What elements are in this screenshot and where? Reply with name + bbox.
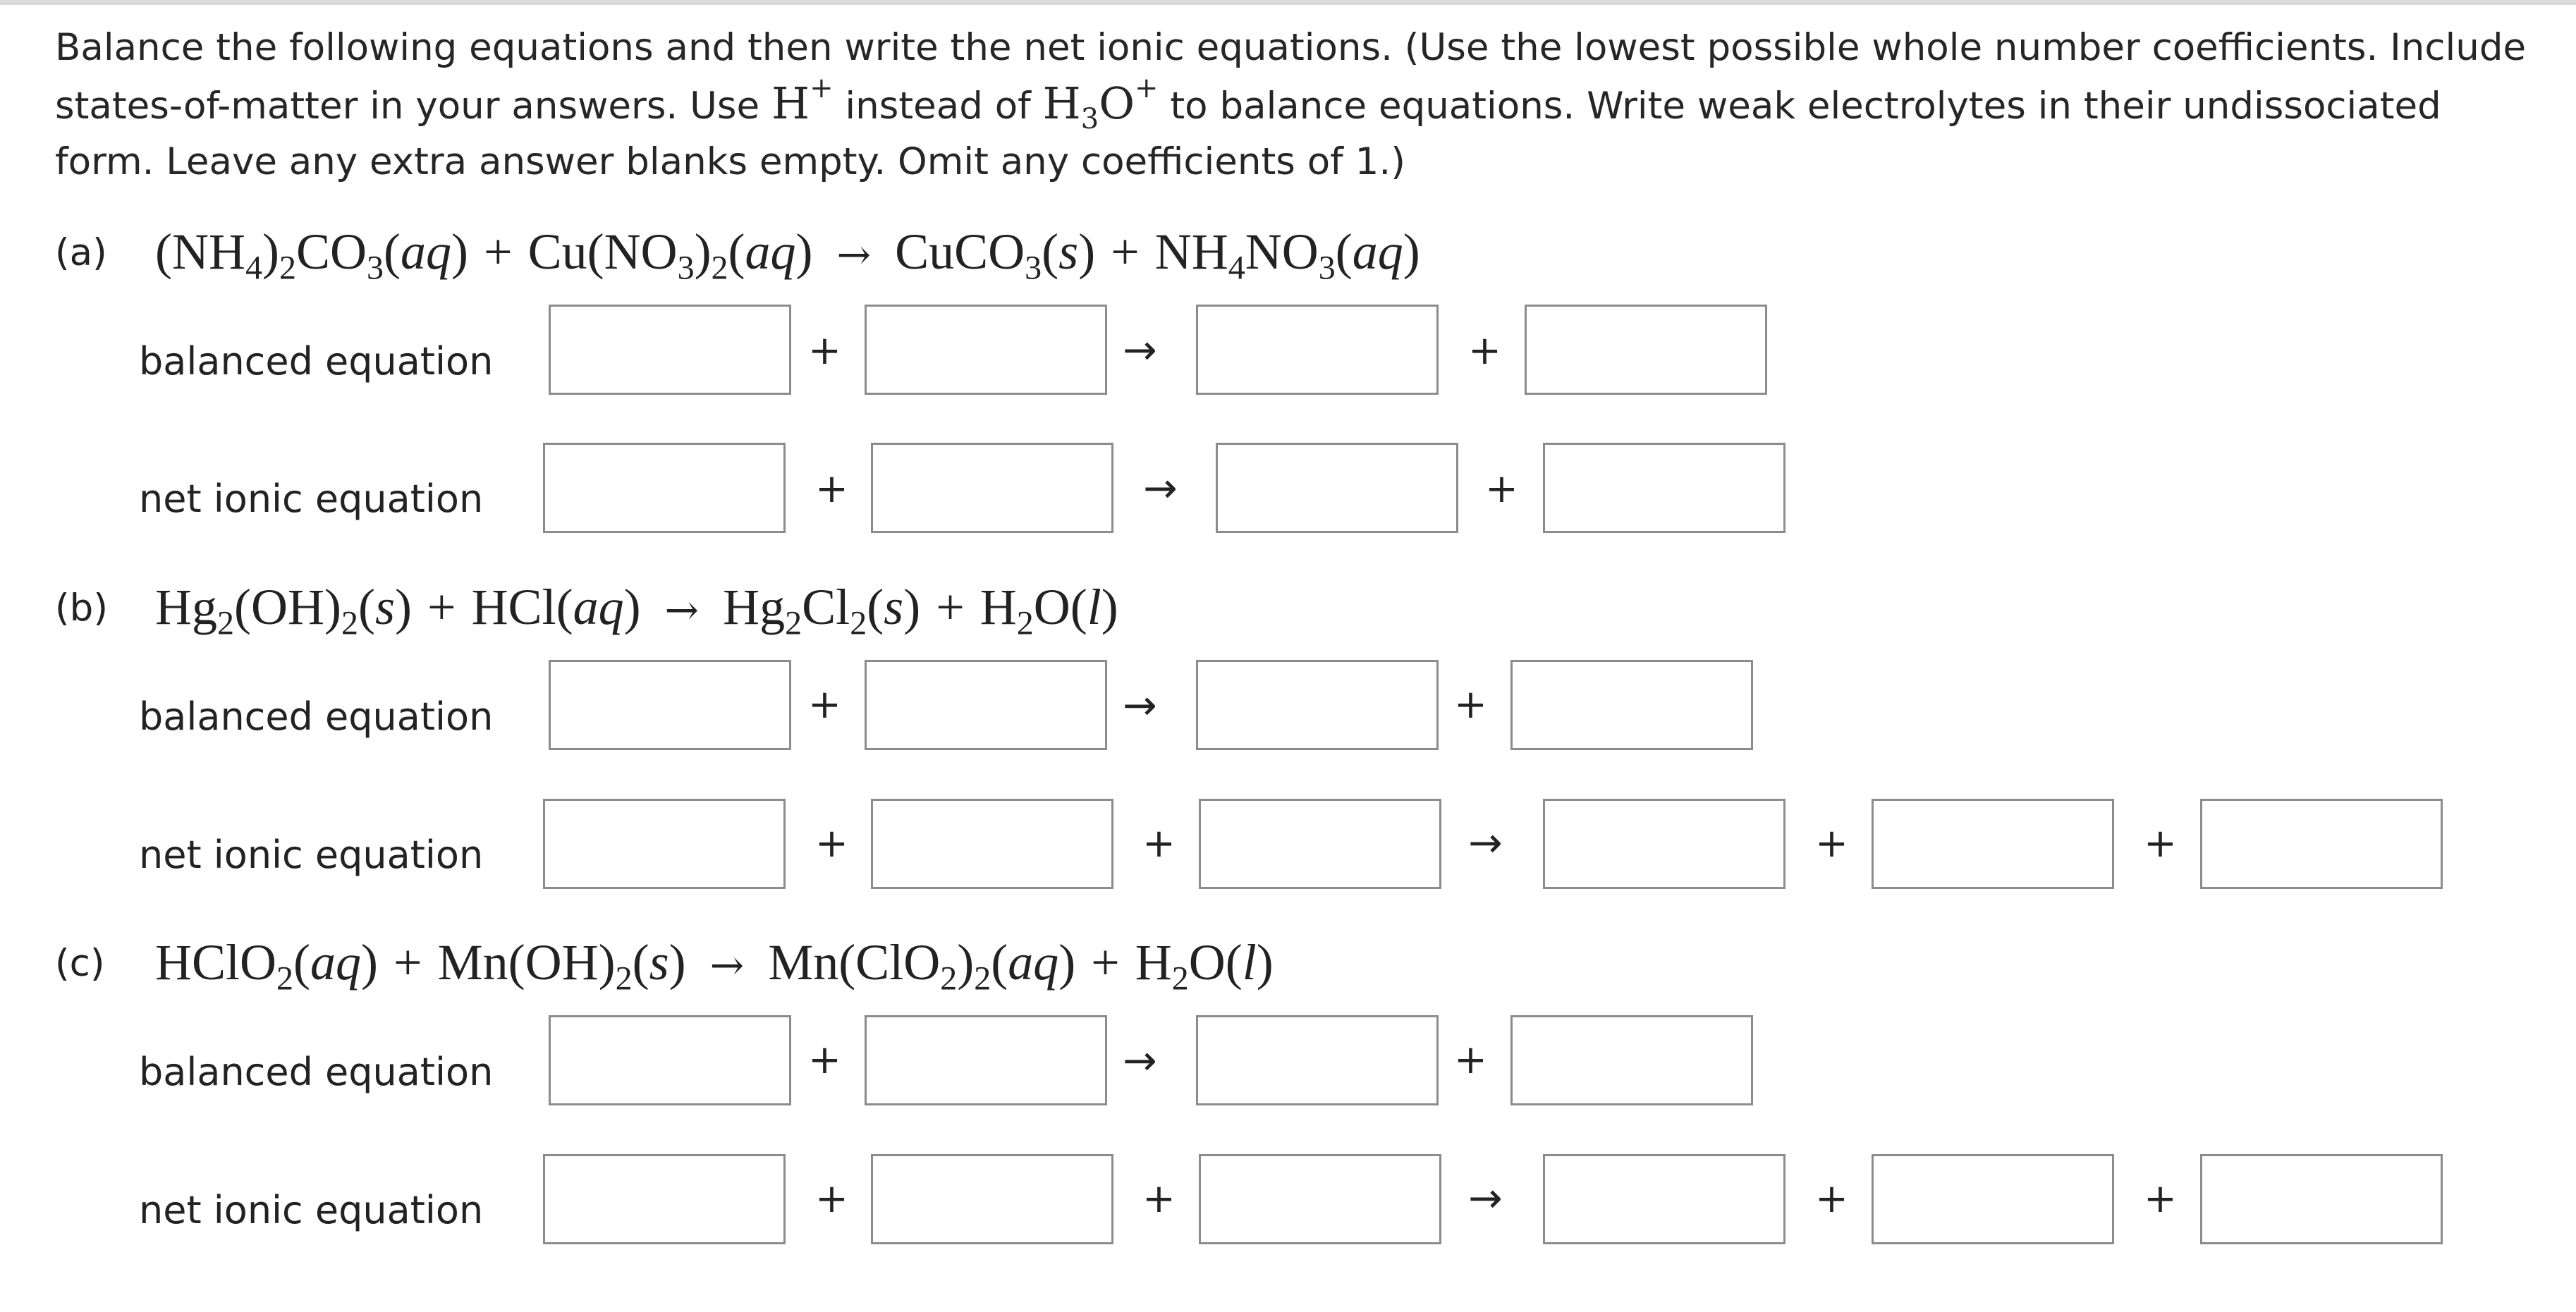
part-c-net-input-6[interactable] xyxy=(2200,1154,2443,1244)
part-b-net-label: net ionic equation xyxy=(139,833,484,877)
plus-sign: + xyxy=(1454,1037,1487,1083)
part-c-net-input-3[interactable] xyxy=(1199,1154,1441,1244)
plus-sign: + xyxy=(1142,821,1176,866)
plus-sign: + xyxy=(1815,1176,1848,1222)
part-c-balanced-input-1[interactable] xyxy=(549,1015,791,1105)
part-a-balanced-input-4[interactable] xyxy=(1525,305,1767,395)
part-c-net-input-2[interactable] xyxy=(871,1154,1113,1244)
part-b-balanced-input-3[interactable] xyxy=(1196,660,1439,750)
part-c-balanced-input-4[interactable] xyxy=(1510,1015,1753,1105)
part-b-header xyxy=(55,575,1118,642)
plus-sign: + xyxy=(1815,821,1848,866)
part-c-balanced-input-2[interactable] xyxy=(865,1015,1107,1105)
plus-sign: + xyxy=(808,1037,841,1083)
part-a-balanced-input-3[interactable] xyxy=(1196,305,1439,395)
part-b-equation: $Hg_2(OH)_2(s) + HCl(aq) \to Hg_2Cl_2(s) + H_2O(l)$ xyxy=(155,579,1118,642)
reaction-arrow-icon: → xyxy=(1143,464,1178,512)
part-a-net-label: net ionic equation xyxy=(139,477,484,521)
part-b-net-input-1[interactable] xyxy=(543,799,786,889)
part-c-balanced-input-3[interactable] xyxy=(1196,1015,1439,1105)
part-c-net-input-5[interactable] xyxy=(1872,1154,2114,1244)
plus-sign: + xyxy=(1142,1176,1176,1222)
part-b-net-input-5[interactable] xyxy=(1872,799,2114,889)
part-b-label: (b) xyxy=(55,587,108,630)
part-a-equation: $(NH_4)_2CO_3(aq) + Cu(NO_3)_2(aq)$ → CuCO$_3$(s) + $NH_4NO_3(aq)$ xyxy=(155,223,1420,287)
part-a-net-input-1[interactable] xyxy=(543,443,786,533)
part-c-label: (c) xyxy=(55,942,105,985)
part-c-header xyxy=(55,931,1274,997)
reaction-arrow-icon: → xyxy=(1123,326,1157,374)
part-a-balanced-input-2[interactable] xyxy=(865,305,1107,395)
part-a-header xyxy=(55,220,1420,286)
part-b-balanced-input-2[interactable] xyxy=(865,660,1107,750)
plus-sign: + xyxy=(1454,682,1487,728)
part-c-net-label: net ionic equation xyxy=(139,1188,484,1232)
part-b-net-input-6[interactable] xyxy=(2200,799,2443,889)
part-b-net-input-4[interactable] xyxy=(1543,799,1786,889)
plus-sign: + xyxy=(808,682,841,728)
part-b-balanced-input-4[interactable] xyxy=(1510,660,1753,750)
part-a-net-input-3[interactable] xyxy=(1216,443,1458,533)
reaction-arrow-icon: → xyxy=(1123,1036,1157,1084)
part-b-balanced-label: balanced equation xyxy=(139,694,494,739)
part-b-net-input-2[interactable] xyxy=(871,799,1113,889)
plus-sign: + xyxy=(1468,328,1501,374)
plus-sign: + xyxy=(815,466,848,512)
part-a-net-input-4[interactable] xyxy=(1543,443,1786,533)
part-a-label: (a) xyxy=(55,231,107,274)
plus-sign: + xyxy=(1485,466,1518,512)
reaction-arrow-icon: → xyxy=(1123,681,1157,729)
plus-sign: + xyxy=(815,1176,848,1222)
plus-sign: + xyxy=(2144,1176,2177,1222)
part-c-net-input-4[interactable] xyxy=(1543,1154,1786,1244)
part-b-balanced-input-1[interactable] xyxy=(549,660,791,750)
part-a-net-input-2[interactable] xyxy=(871,443,1113,533)
part-b-net-input-3[interactable] xyxy=(1199,799,1441,889)
plus-sign: + xyxy=(2144,821,2177,866)
instructions-text: Balance the following equations and then write the net ionic equations. (Use the lowest possible whole number coefficients. Include states-of-matter in your answers. Use H+ instead of $H_3O^+$ to balance equations. Write weak electrolytes in their undissociated form. Leave any extra answer blanks empty. Omit any coefficients of 1.) xyxy=(55,26,2527,183)
top-border xyxy=(0,0,2576,5)
plus-sign: + xyxy=(815,821,848,866)
part-c-equation: HClO$_2$(aq) + $Mn(OH)_2(s) \to Mn(ClO_2)_2(aq) + H_2O(l)$ xyxy=(155,934,1274,998)
part-c-net-input-1[interactable] xyxy=(543,1154,786,1244)
part-a-balanced-label: balanced equation xyxy=(139,339,494,384)
plus-sign: + xyxy=(808,328,841,374)
part-a-balanced-input-1[interactable] xyxy=(549,305,791,395)
reaction-arrow-icon: → xyxy=(1468,1174,1503,1222)
reaction-arrow-icon: → xyxy=(1468,819,1503,866)
part-c-balanced-label: balanced equation xyxy=(139,1050,494,1094)
